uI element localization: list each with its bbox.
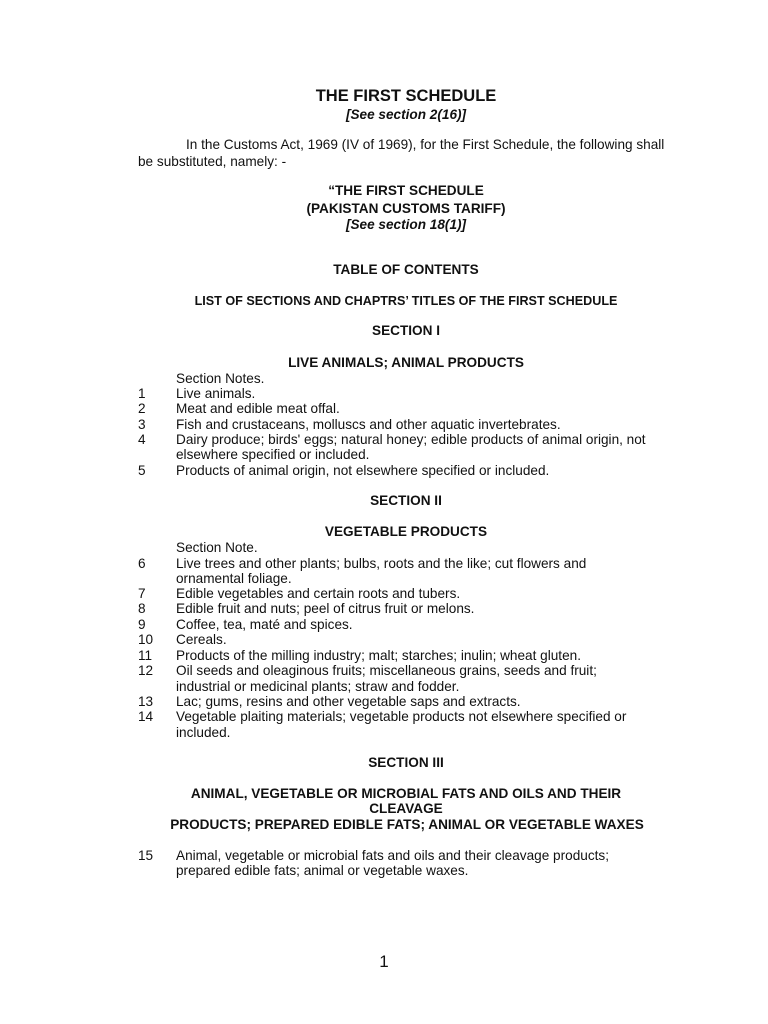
section-title: LIVE ANIMALS; ANIMAL PRODUCTS <box>288 355 524 370</box>
document-title-reference: [See section 2(16)] <box>345 107 467 122</box>
chapter-title: Products of the milling industry; malt; starches; inulin; wheat gluten. <box>176 648 581 663</box>
section-notes: Section Notes. <box>176 371 265 386</box>
chapter-title: Meat and edible meat offal. <box>176 401 340 416</box>
chapter-number: 14 <box>138 709 154 724</box>
schedule-subtitle: (PAKISTAN CUSTOMS TARIFF) <box>306 201 506 216</box>
chapter-title-continued: prepared edible fats; animal or vegetable waxes. <box>176 863 469 878</box>
section-title: VEGETABLE PRODUCTS <box>324 524 488 539</box>
chapter-number: 1 <box>138 386 146 401</box>
toc-heading: TABLE OF CONTENTS <box>333 262 479 277</box>
schedule-reference: [See section 18(1)] <box>345 217 467 232</box>
chapter-number: 9 <box>138 617 146 632</box>
chapter-title: Live animals. <box>176 386 256 401</box>
chapter-number: 6 <box>138 556 146 571</box>
chapter-title: Fish and crustaceans, molluscs and other aquatic invertebrates. <box>176 417 561 432</box>
chapter-title-continued: included. <box>176 725 231 740</box>
chapter-number: 3 <box>138 417 146 432</box>
intro-paragraph: In the Customs Act, 1969 (IV of 1969), for the First Schedule, the following shall be substituted, namely: - <box>138 137 665 169</box>
chapter-title: Edible vegetables and certain roots and tubers. <box>176 586 461 601</box>
chapter-title-continued: elsewhere specified or included. <box>176 447 370 462</box>
schedule-title: “THE FIRST SCHEDULE <box>328 183 484 198</box>
chapter-number: 11 <box>138 648 153 663</box>
section-heading: SECTION II <box>370 493 442 508</box>
chapter-title: Lac; gums, resins and other vegetable saps and extracts. <box>176 694 521 709</box>
chapter-title-continued: industrial or medicinal plants; straw and fodder. <box>176 679 460 694</box>
chapter-title: Coffee, tea, maté and spices. <box>176 617 353 632</box>
chapter-number: 13 <box>138 694 154 709</box>
list-heading: LIST OF SECTIONS AND CHAPTRS’ TITLES OF THE FIRST SCHEDULE <box>194 294 618 308</box>
chapter-number: 10 <box>138 632 154 647</box>
chapter-number: 7 <box>138 586 146 601</box>
chapter-title: Vegetable plaiting materials; vegetable products not elsewhere specified or <box>176 709 627 724</box>
chapter-number: 8 <box>138 601 146 616</box>
document-title: THE FIRST SCHEDULE <box>315 87 497 105</box>
chapter-title-continued: ornamental foliage. <box>176 571 292 586</box>
chapter-title: Edible fruit and nuts; peel of citrus fruit or melons. <box>176 601 475 616</box>
section-heading: SECTION I <box>372 323 440 338</box>
chapter-title: Cereals. <box>176 632 227 647</box>
chapter-title: Oil seeds and oleaginous fruits; miscellaneous grains, seeds and fruit; <box>176 663 597 678</box>
chapter-number: 5 <box>138 463 146 478</box>
chapter-title: Dairy produce; birds' eggs; natural honey; edible products of animal origin, not <box>176 432 646 447</box>
section-title-line: CLEAVAGE <box>369 801 443 816</box>
section-title-line: ANIMAL, VEGETABLE OR MICROBIAL FATS AND OILS AND THEIR <box>190 786 622 801</box>
section-heading: SECTION III <box>368 755 444 770</box>
chapter-title: Live trees and other plants; bulbs, roots and the like; cut flowers and <box>176 556 587 571</box>
chapter-title: Products of animal origin, not elsewhere specified or included. <box>176 463 550 478</box>
page-number: 1 <box>379 952 389 971</box>
chapter-number: 4 <box>138 432 146 447</box>
chapter-title: Animal, vegetable or microbial fats and oils and their cleavage products; <box>176 848 609 863</box>
section-title-line: PRODUCTS; PREPARED EDIBLE FATS; ANIMAL OR VEGETABLE WAXES <box>170 817 644 832</box>
chapter-number: 2 <box>138 401 146 416</box>
section-notes: Section Note. <box>176 540 258 555</box>
chapter-number: 12 <box>138 663 154 678</box>
chapter-number: 15 <box>138 848 154 863</box>
